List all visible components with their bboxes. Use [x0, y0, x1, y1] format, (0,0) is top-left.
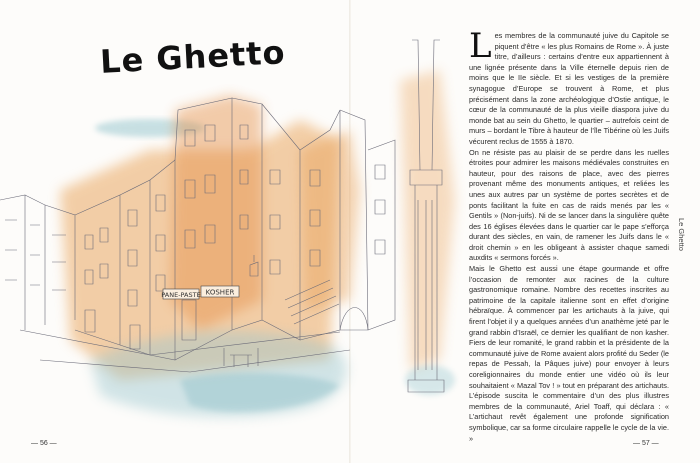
drop-cap: L: [469, 26, 492, 66]
watercolor-washes: [60, 70, 455, 417]
page-number-right: — 57 —: [633, 440, 659, 447]
paragraph-2: On ne résiste pas au plaisir de se perdre dans les ruelles étroites pour admirer les maisons médiévales construites en hauteur, pour des raisons de place, avec des pierres provenant même des monuments antiques, et reliées les unes aux autres par un système de portes secrètes et de ponts facilitant la fuite en cas de raids menés par les « Gentils » (Non-juifs). Ni de se lancer dans la singulière quête des 16 églises élevées dans le quartier car le pape s’efforça durant des siècles, en vain, de ramener les Juifs dans le « droit chemin » en les obligeant à assister chaque samedi auxdits « sermons forcés ».: [469, 147, 669, 263]
chapter-title: Le Ghetto: [99, 33, 287, 81]
paragraph-3: Mais le Ghetto est aussi une étape gourmande et offre l’occasion de remonter aux racines de la culture gastronomique romaine. Nombre des recettes inscrites au patrimoine de la capitale italienne sont en effet d’origine hébraïque. À commencer par les artichauts à la juive, qui firent l’objet il y a quelques années d’un anathème jeté par le grand rabbin d’Israël, ce dernier les qualifiant de non kasher. Fiers de leur romanité, le grand rabbin et la présidente de la communauté juive de Rome avaient alors profité du Seder (le repas de Pessah, la Pâques juive) pour envoyer à leurs coreligionnaires du monde entier une vidéo où ils leur souhaitaient « Mazal Tov ! » tout en préparant des artichauts. L’épisode suscita le commentaire d’un des plus illustres membres de la communauté, Ariel Toaff, qui déclara : « L’artichaut revêt également une profonde signification symbolique, car sa forme circulaire rappelle le cycle de la vie. »: [469, 264, 669, 443]
bakery-sign: PANE-PASTE: [161, 291, 201, 299]
page-number-left: — 56 —: [31, 440, 57, 447]
article-text: [469, 26, 669, 444]
running-header-vertical: Le Ghetto: [677, 218, 686, 251]
kosher-sign: KOSHER: [205, 288, 235, 297]
paragraph-1: Les membres de la communauté juive du Capitole se piquent d’être « les plus Romains de Rome ». À juste titre, d’ailleurs : certains d’entre eux appartiennent à une lignée présente dans la Ville éternelle depuis rien de moins que le IIe siècle. Et si les vestiges de la première synagogue d’Europe se trouvent à Rome, et plus précisément dans la zone archéologique d’Ostie antique, le cœur de la communauté de la plus vieille diaspora juive du monde bat au sein du Ghetto, le quartier – autrefois ceint de murs – bordant le Tibre à hauteur de l’île Tibérine où les Juifs vécurent reclus de 1555 à 1870.: [469, 26, 669, 146]
